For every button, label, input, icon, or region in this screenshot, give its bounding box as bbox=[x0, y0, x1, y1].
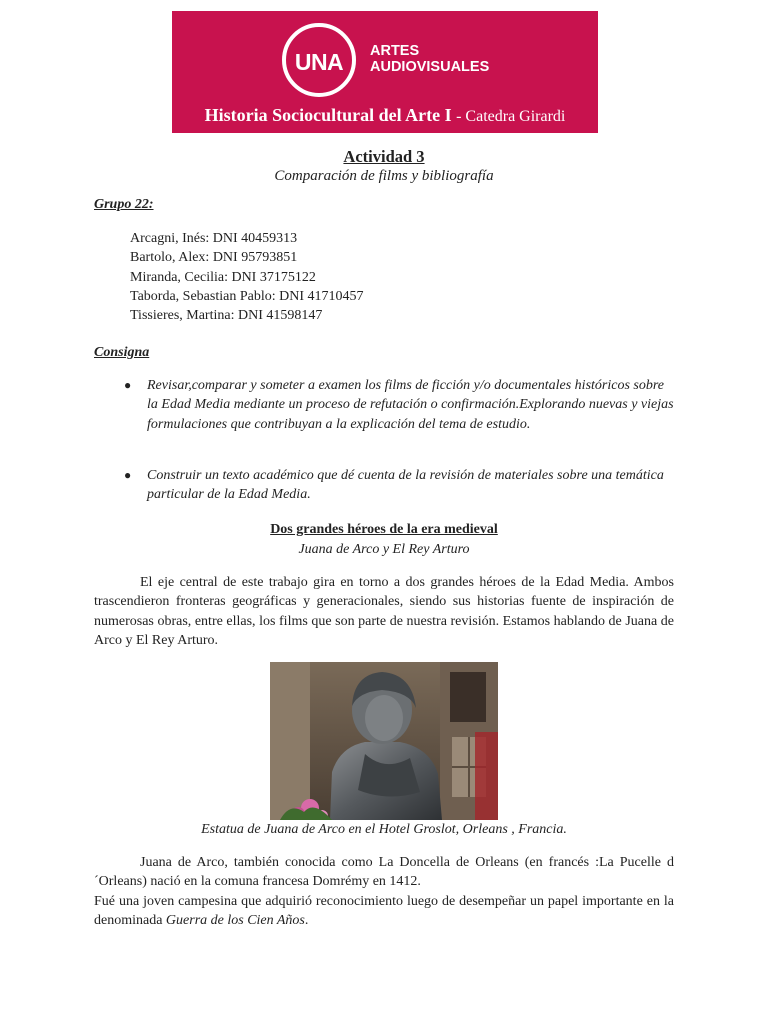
department-line-1: ARTES bbox=[370, 43, 420, 59]
member-item: Miranda, Cecilia: DNI 37175122 bbox=[130, 269, 316, 285]
member-item: Bartolo, Alex: DNI 95793851 bbox=[130, 250, 298, 266]
bullet-icon: ● bbox=[124, 378, 132, 392]
emphasis-text: Guerra de los Cien Años bbox=[165, 912, 305, 928]
section-subtitle: Juana de Arco y El Rey Arturo bbox=[298, 542, 470, 557]
activity-subtitle: Comparación de films y bibliografía bbox=[274, 168, 494, 184]
paragraph-2-text: Juana de Arco, también conocida como La Doncella de Orleans (en francés :La Pucelle d´Orleans) nació en la comuna francesa Domrémy en 1412. bbox=[94, 855, 674, 890]
course-title bbox=[172, 105, 598, 126]
body-paragraph bbox=[94, 853, 674, 930]
intro-text: El eje central de este trabajo gira en torno a dos grandes héroes de la Edad Media. Ambos trascendieron fronteras geográficas y generacionales, siendo sus historias fuente de inspiración de numerosas obras, entre ellas, los films que son parte de nuestra revisión. Estamos hablando de Juana de Arco y El Rey Arturo. bbox=[94, 575, 674, 648]
member-list bbox=[130, 229, 363, 325]
paragraph-3 bbox=[94, 892, 674, 931]
department-name bbox=[370, 43, 489, 75]
paragraph-3-text: Fué una joven campesina que adquirió reconocimiento luego de desempeñar un papel importante en la denominada bbox=[94, 893, 674, 928]
activity-title: Actividad 3 bbox=[343, 147, 425, 166]
member-item: Arcagni, Inés: DNI 40459313 bbox=[130, 231, 298, 246]
intro-paragraph bbox=[94, 573, 674, 650]
group-label: Grupo 22: bbox=[94, 197, 154, 212]
member-item: Tissieres, Martina: DNI 41598147 bbox=[130, 308, 323, 324]
member-item: Taborda, Sebastian Pablo: DNI 41710457 bbox=[130, 288, 364, 304]
consigna-label: Consigna bbox=[94, 345, 150, 360]
consigna-item: Construir un texto académico que dé cuenta de la revisión de materiales sobre una temática particular de la Edad Media. bbox=[147, 468, 664, 503]
bullet-icon: ● bbox=[124, 468, 132, 482]
image-caption: Estatua de Juana de Arco en el Hotel Groslot, Orleans , Francia. bbox=[201, 822, 567, 837]
course-name: Historia Sociocultural del Arte I bbox=[204, 105, 452, 125]
joan-of-arc-statue-image bbox=[270, 662, 498, 820]
header-banner bbox=[172, 11, 598, 133]
consigna-item: Revisar,comparar y someter a examen los films de ficción y/o documentales históricos sobre la Edad Media mediante un proceso de refutación o confirmación.Explorando nuevas y viejas formulaciones que contribuyan a la explicación del tema de estudio. bbox=[147, 378, 674, 432]
logo-text: UNA bbox=[294, 49, 344, 75]
course-chair: - Catedra Girardi bbox=[456, 108, 566, 125]
paragraph-3-end: . bbox=[304, 912, 309, 928]
una-logo bbox=[282, 23, 356, 97]
section-title: Dos grandes héroes de la era medieval bbox=[270, 522, 498, 537]
department-line-2: AUDIOVISUALES bbox=[370, 59, 490, 75]
